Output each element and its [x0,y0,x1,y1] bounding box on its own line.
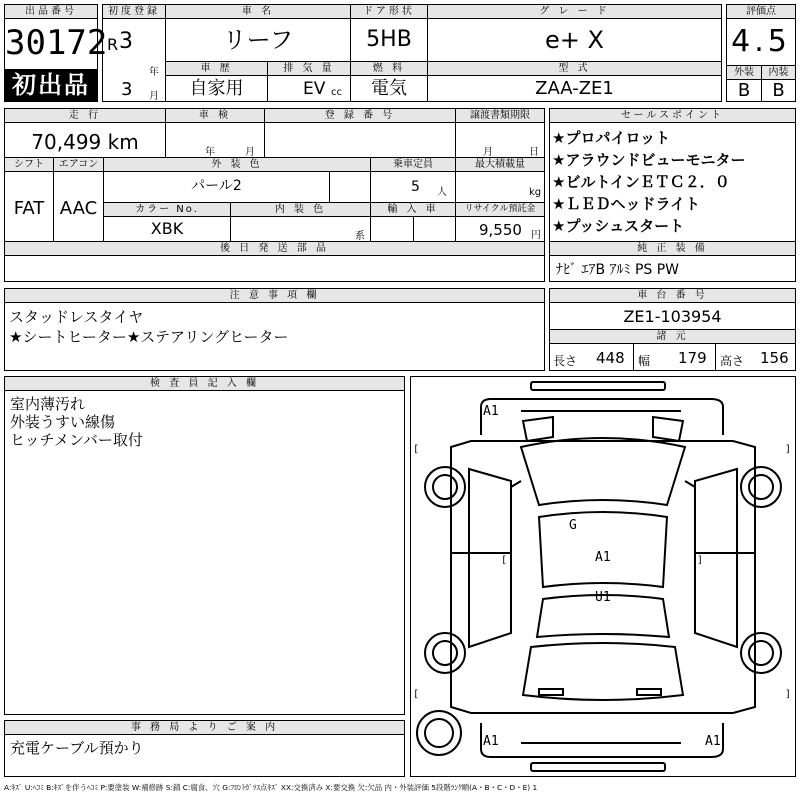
later-parts-label: 後 日 発 送 部 品 [5,242,544,256]
color-no-value: XBK [150,219,184,238]
lot-number: 30172 [5,23,108,63]
transfer-doc-label: 譲渡書類期限 [456,109,544,123]
grade-label: グ レ ー ド [428,5,721,19]
later-parts-box [4,241,545,282]
reg-era: R [107,35,119,54]
svg-text:[: [ [501,555,508,566]
sales-points-box [549,108,796,242]
history-value: 自家用 [189,78,244,99]
height-label: 高さ [720,354,745,368]
notes-line: ★シートヒーター★ステアリングヒーター [9,328,289,346]
svg-text:]: ] [785,444,792,455]
transfer-month-unit: 月 [483,147,493,158]
ext-score-value: B [737,80,751,101]
inspection-year-unit: 年 [205,147,215,158]
recycle-value: 9,550 [479,221,522,239]
car-name-label: 車 名 [166,5,350,19]
door-value: 5HB [366,27,412,52]
recycle-unit: 円 [531,230,541,241]
int-score-label: 内装 [762,66,795,80]
int-color-label: 内 装 色 [231,203,370,217]
model-value: ZAA-ZE1 [535,78,614,99]
color-no-label: カラー No. [104,203,230,217]
damage-mark: A1 [595,550,611,565]
inspector-line: ヒッチメンバー取付 [10,431,143,449]
damage-mark: U1 [595,590,611,605]
displacement-label: 排 気 量 [268,62,350,76]
ext-score-label: 外装 [727,66,761,80]
inspection-month-unit: 月 [245,147,255,158]
sales-point-item: ★プロパイロット [552,129,671,147]
history-label: 車 歴 [166,62,267,76]
grade-value: e+ X [545,26,604,54]
sales-point-item: ★アラウンドビューモニター [552,151,746,169]
capacity-label: 乗車定員 [371,158,455,172]
inspector-box [4,376,405,715]
chassis-box [549,288,796,371]
chassis-value: ZE1-103954 [623,307,722,326]
damage-mark: A1 [483,734,499,749]
equipment-box [549,241,796,282]
max-load-label: 最大積載量 [456,158,544,172]
notes-line: スタッドレスタイヤ [9,308,144,326]
transfer-day-unit: 日 [529,147,539,158]
office-label: 事 務 局 よ り ご 案 内 [5,721,404,735]
damage-mark: A1 [705,734,721,749]
inspector-label: 検 査 員 記 入 欄 [5,377,404,391]
legend-text: A:ｷｽﾞ U:ﾍｺﾐ B:ｷｽﾞを伴うﾍｺﾐ P:要塗装 W:補修跡 S:錆 C:腐食、穴 G:ﾌﾛﾝﾄｶﾞﾗｽ点ｷｽﾞ XX:交換済み X:要交換 欠:欠品 内・外装評価 5段階ﾗﾝｸ順(A・B・C・D・E) 1 [4,783,538,792]
reg-month: 3 [121,79,133,100]
ac-label: エアコン [54,158,103,172]
ac-value: AAC [59,198,98,219]
max-load-unit: kg [529,187,542,198]
reg-year-unit: 年 [149,67,159,78]
first-listing-badge: 初出品 [5,69,97,101]
sales-point-item: ★ビルトインＥＴＣ２．０ [552,173,730,191]
score-label: 評価点 [727,5,795,19]
width-label: 幅 [638,354,651,368]
displacement-unit: cc [331,87,342,98]
length-value: 448 [596,349,625,367]
spec-box [4,108,545,242]
reg-year: 3 [119,29,133,54]
plate-label: 登 録 番 号 [265,109,455,123]
office-text: 充電ケーブル預かり [10,739,144,757]
mileage-value: 70,499 km [31,130,139,154]
car-name-value: リーフ [222,26,294,54]
length-label: 長さ [553,354,578,368]
lot-box [4,4,108,102]
car-diagram-drawing [411,377,795,776]
equipment-label: 純 正 装 備 [550,242,795,256]
notes-label: 注 意 事 項 欄 [5,289,544,303]
svg-text:[: [ [413,689,420,700]
damage-mark: G [569,518,577,533]
reg-month-unit: 月 [149,91,159,102]
inspector-line: 外装うすい線傷 [10,413,116,431]
shift-label: シフト [5,158,53,172]
fuel-value: 電気 [371,78,407,99]
ext-color-value: パール2 [191,178,242,194]
ext-color-label: 外 装 色 [104,158,370,172]
shift-value: FAT [13,198,45,219]
displacement-value: EV [303,79,326,99]
model-label: 型 式 [428,62,721,76]
fuel-label: 燃 料 [351,62,427,76]
import-label: 輸 入 車 [371,203,455,217]
dims-label: 諸 元 [550,330,795,344]
sales-points-label: セールスポイント [550,109,795,123]
int-score-value: B [772,80,785,101]
sales-point-item: ★プッシュスタート [552,217,685,235]
inspector-line: 室内薄汚れ [10,395,86,413]
recycle-label: リサイクル預託金 [456,203,544,217]
door-label: ドア形状 [351,5,427,19]
score-box [726,4,796,102]
inspection-label: 車 検 [166,109,264,123]
capacity-value: 5 [411,179,420,195]
notes-box [4,288,545,371]
mileage-label: 走 行 [5,109,165,123]
office-box [4,720,405,777]
car-diagram [410,376,796,777]
svg-text:]: ] [697,555,704,566]
width-value: 179 [678,349,707,367]
equipment-value: ﾅﾋﾞ ｴｱB ｱﾙﾐ PS PW [556,262,680,278]
reg-label: 初度登録 [103,5,165,19]
chassis-label: 車 台 番 号 [550,289,795,303]
int-color-unit: 系 [355,231,365,242]
capacity-unit: 人 [437,187,447,198]
height-value: 156 [760,349,789,367]
lot-label: 出品番号 [5,5,97,19]
score-value: 4.5 [731,24,791,59]
sales-point-item: ★ＬＥＤヘッドライト [552,195,700,213]
damage-mark: A1 [483,404,499,419]
vehicle-info-box [102,4,722,102]
svg-text:[: [ [413,444,420,455]
svg-text:]: ] [785,689,792,700]
